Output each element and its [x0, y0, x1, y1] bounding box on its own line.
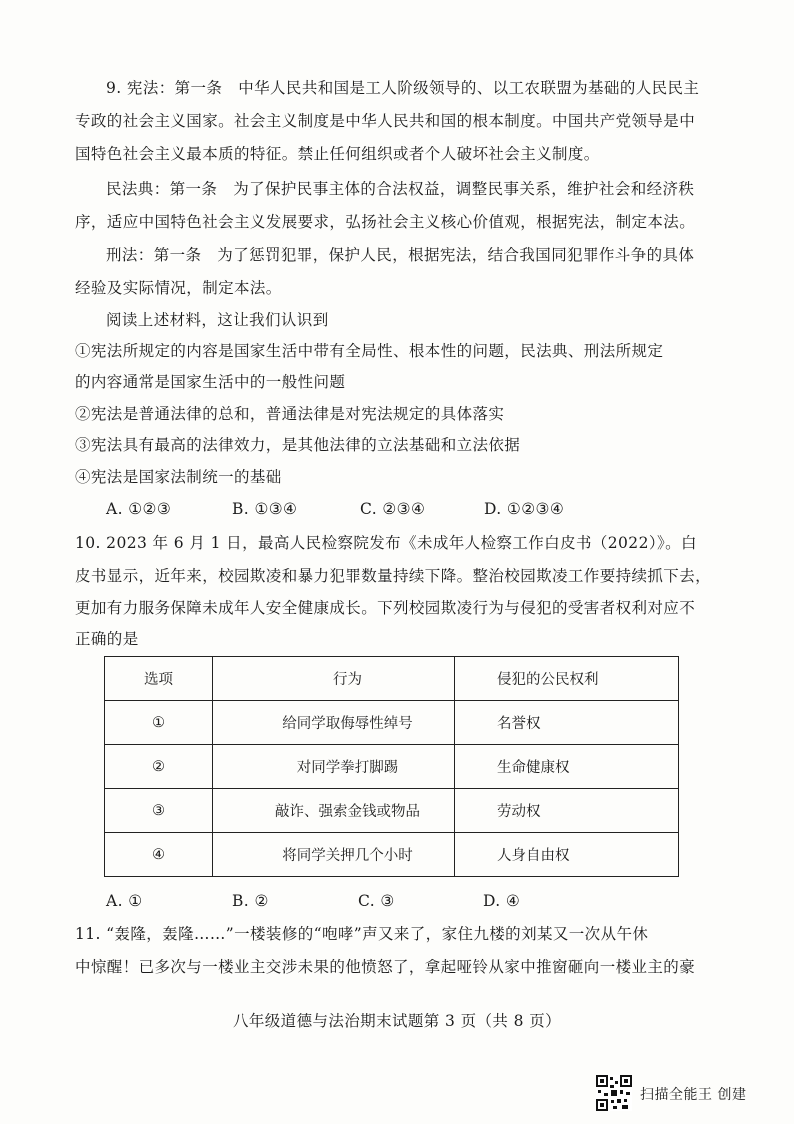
q10-line-4: 正确的是: [75, 630, 139, 648]
q10-line-1: 10. 2023 年 6 月 1 日，最高人民检察院发布《未成年人检察工作白皮书（2022）》。白: [75, 534, 697, 552]
q9-line-3: 国特色社会主义最本质的特征。禁止任何组织或者个人破坏社会主义制度。: [75, 145, 600, 163]
table-cell-option: ③: [105, 789, 213, 833]
q10-line-3: 更加有力服务保障未成年人安全健康成长。下列校园欺凌行为与侵犯的受害者权利对应不: [75, 599, 696, 617]
q9-statement-4: ④宪法是国家法制统一的基础: [75, 468, 282, 486]
q9-option-c[interactable]: C. ②③④: [360, 500, 426, 518]
q9-line-5: 序，适应中国特色社会主义发展要求，弘扬社会主义核心价值观，根据宪法，制定本法。: [75, 213, 696, 231]
table-cell-option: ①: [105, 701, 213, 745]
table-row: [105, 789, 679, 833]
q9-option-b[interactable]: B. ①③④: [232, 500, 298, 518]
page-footer: 八年级道德与法治期末试题第 3 页（共 8 页）: [232, 1012, 562, 1030]
q10-option-a[interactable]: A. ①: [106, 892, 143, 910]
q9-line-8: 阅读上述材料，这让我们认识到: [106, 311, 329, 329]
table-cell-behavior: 敲诈、强索金钱或物品: [213, 789, 455, 833]
table-row: [105, 745, 679, 789]
q9-line-6: 刑法：第一条 为了惩罚犯罪，保护人民，根据宪法，结合我国同犯罪作斗争的具体: [106, 246, 695, 264]
q9-options: [106, 499, 564, 519]
table-cell-right: 名誉权: [455, 701, 679, 745]
table-cell-behavior: 将同学关押几个小时: [213, 833, 455, 877]
table-cell-option: ②: [105, 745, 213, 789]
q9-statement-1b: 的内容通常是国家生活中的一般性问题: [75, 373, 346, 391]
rights-table: [104, 656, 679, 877]
table-header-option: 选项: [105, 657, 213, 701]
table-cell-right: 人身自由权: [455, 833, 679, 877]
q9-line-4: 民法典：第一条 为了保护民事主体的合法权益，调整民事关系，维护社会和经济秩: [106, 180, 695, 198]
q10-option-d[interactable]: D. ④: [483, 892, 521, 910]
q9-statement-1a: ①宪法所规定的内容是国家生活中带有全局性、根本性的问题，民法典、刑法所规定: [75, 342, 664, 360]
table-header-row: [105, 657, 679, 701]
qr-code-icon: [596, 1075, 632, 1111]
scanner-watermark-text: 扫描全能王 创建: [640, 1087, 747, 1103]
table-header-behavior: 行为: [213, 657, 455, 701]
q11-line-2: 中惊醒！已多次与一楼业主交涉未果的他愤怒了，拿起哑铃从家中推窗砸向一楼业主的豪: [75, 958, 696, 976]
q10-option-c[interactable]: C. ③: [358, 892, 395, 910]
q9-option-d[interactable]: D. ①②③④: [484, 500, 565, 518]
q9-line-1: 9. 宪法：第一条 中华人民共和国是工人阶级领导的、以工农联盟为基础的人民民主: [106, 79, 700, 97]
q11-line-1: 11. “轰隆，轰隆……”一楼装修的“咆哮”声又来了，家住九楼的刘某又一次从午休: [75, 925, 649, 943]
q9-statement-2: ②宪法是普通法律的总和，普通法律是对宪法规定的具体落实: [75, 405, 505, 423]
table-row: [105, 701, 679, 745]
table-header-right: 侵犯的公民权利: [455, 657, 679, 701]
table-cell-behavior: 给同学取侮辱性绰号: [213, 701, 455, 745]
q9-option-a[interactable]: A. ①②③: [106, 500, 172, 518]
table-cell-option: ④: [105, 833, 213, 877]
q9-line-2: 专政的社会主义国家。社会主义制度是中华人民共和国的根本制度。中国共产党领导是中: [75, 112, 696, 130]
table-cell-behavior: 对同学拳打脚踢: [213, 745, 455, 789]
q9-statement-3: ③宪法具有最高的法律效力，是其他法律的立法基础和立法依据: [75, 436, 521, 454]
q10-option-b[interactable]: B. ②: [232, 892, 269, 910]
q10-line-2: 皮书显示，近年来，校园欺凌和暴力犯罪数量持续下降。整治校园欺凌工作要持续抓下去，: [75, 567, 712, 585]
q9-line-7: 经验及实际情况，制定本法。: [75, 279, 282, 297]
table-row: [105, 833, 679, 877]
table-cell-right: 生命健康权: [455, 745, 679, 789]
q10-options: [106, 891, 520, 911]
table-cell-right: 劳动权: [455, 789, 679, 833]
